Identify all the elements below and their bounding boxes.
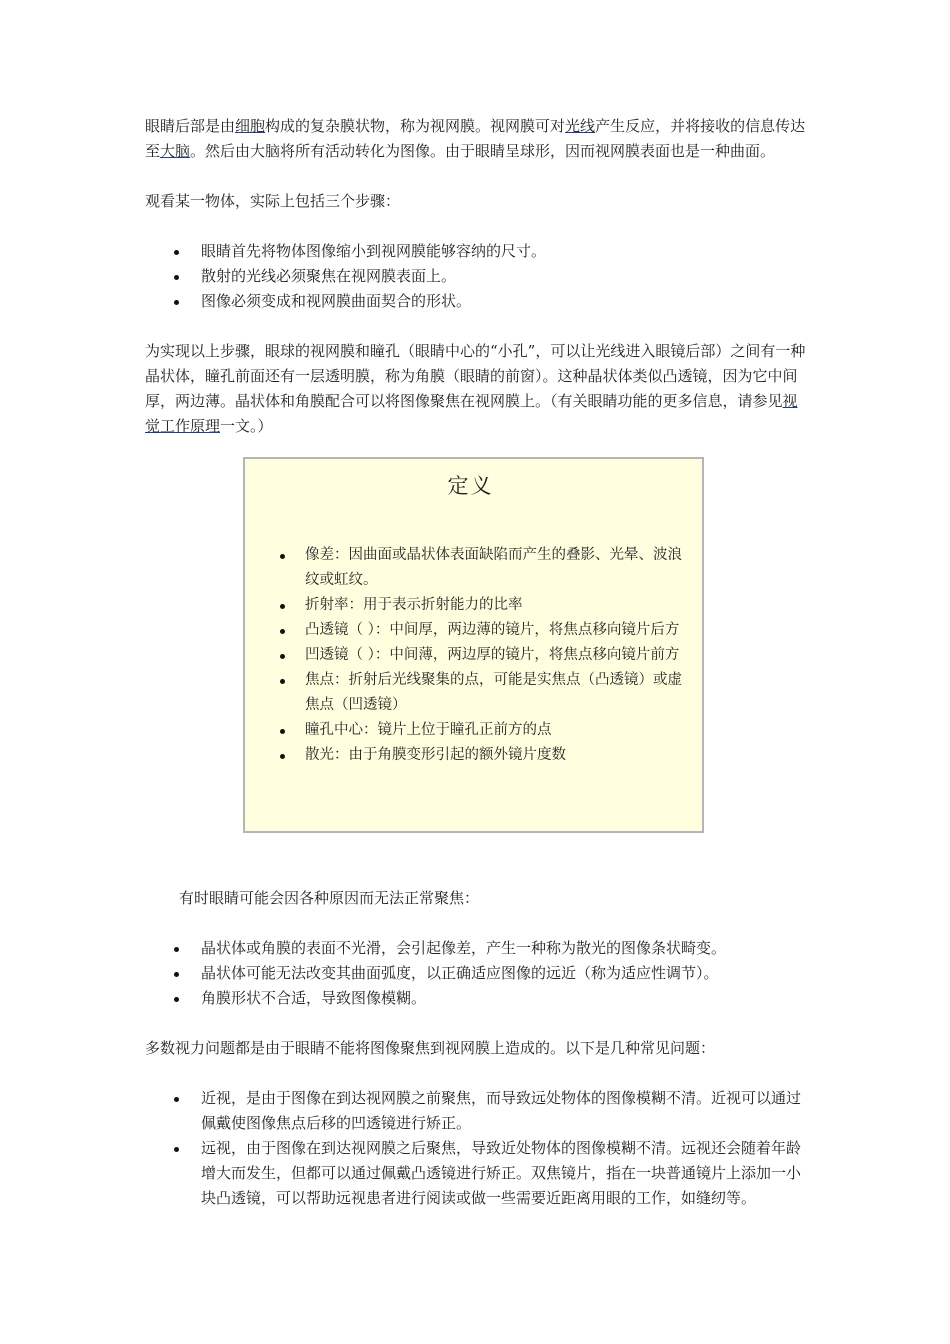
steps-list [145,239,810,314]
definitions-box [243,457,704,833]
list-item: 散射的光线必须聚焦在视网膜表面上。 [201,264,810,289]
text-run: 产生反应，并将接收的信息传达至 [145,117,806,160]
article-upper [145,114,810,439]
list-item: 角膜形状不合适，导致图像模糊。 [201,986,810,1011]
definition-item: 像差：因曲面或晶状体表面缺陷而产生的叠影、光晕、波浪纹或虹纹。 [305,543,696,593]
list-item: 远视，由于图像在到达视网膜之后聚焦，导致近处物体的图像模糊不清。远视还会随着年龄增大而发生，但都可以通过佩戴凸透镜进行矫正。双焦镜片，指在一块普通镜片上添加一小块凸透镜，可以帮助远视患者进行阅读或做一些需要近距离用眼的工作，如缝纫等。 [201,1136,810,1211]
list-item: 图像必须变成和视网膜曲面契合的形状。 [201,289,810,314]
definition-item: 折射率：用于表示折射能力的比率 [305,593,696,618]
link-how-vision-works[interactable]: 视觉工作原理 [145,392,798,435]
list-item: 近视，是由于图像在到达视网膜之前聚焦，而导致远处物体的图像模糊不清。近视可以通过佩戴使图像焦点后移的凹透镜进行矫正。 [201,1086,810,1136]
steps-intro: 观看某一物体，实际上包括三个步骤： [145,192,401,210]
list-item: 晶状体或角膜的表面不光滑，会引起像差，产生一种称为散光的图像条状畸变。 [201,936,810,961]
definition-item: 焦点：折射后光线聚集的点，可能是实焦点（凸透镜）或虚焦点（凹透镜） [305,668,696,718]
problems-intro: 多数视力问题都是由于眼睛不能将图像聚焦到视网膜上造成的。以下是几种常见问题： [145,1039,716,1057]
text-run: 构成的复杂膜状物，称为视网膜。视网膜可对 [265,117,566,135]
definitions-title: 定义 [447,474,494,498]
definition-item: 凹透镜（ ）：中间薄，两边厚的镜片，将焦点移向镜片前方 [305,643,696,668]
link-light[interactable]: 光线 [565,117,596,135]
definition-item: 瞳孔中心：镜片上位于瞳孔正前方的点 [305,718,696,743]
article-lower [145,886,810,1236]
problems-list [145,1086,810,1211]
list-item: 眼睛首先将物体图像缩小到视网膜能够容纳的尺寸。 [201,239,810,264]
text-run: 一文。） [220,417,273,435]
focus-intro: 有时眼睛可能会因各种原因而无法正常聚焦： [179,889,480,907]
definitions-list [245,543,696,768]
text-run: 。然后由大脑将所有活动转化为图像。由于眼睛呈球形，因而视网膜表面也是一种曲面。 [190,142,776,160]
definition-item: 散光：由于角膜变形引起的额外镜片度数 [305,743,696,768]
list-item: 晶状体可能无法改变其曲面弧度，以正确适应图像的远近（称为适应性调节）。 [201,961,810,986]
focus-list [145,936,810,1011]
text-run: 眼睛后部是由 [145,117,236,135]
link-cell[interactable]: 细胞 [235,117,266,135]
text-run: 为实现以上步骤，眼球的视网膜和瞳孔（眼睛中心的“小孔”，可以让光线进入眼镜后部）之间有一种晶状体，瞳孔前面还有一层透明膜，称为角膜（眼睛的前窗）。这种晶状体类似凸透镜，因为它中间厚，两边薄。晶状体和角膜配合可以将图像聚焦在视网膜上。（有关眼睛功能的更多信息，请参见 [145,342,806,410]
lens-paragraph [145,339,810,439]
intro-paragraph [145,114,810,164]
link-brain[interactable]: 大脑 [160,142,191,160]
definition-item: 凸透镜（ ）：中间厚，两边薄的镜片，将焦点移向镜片后方 [305,618,696,643]
